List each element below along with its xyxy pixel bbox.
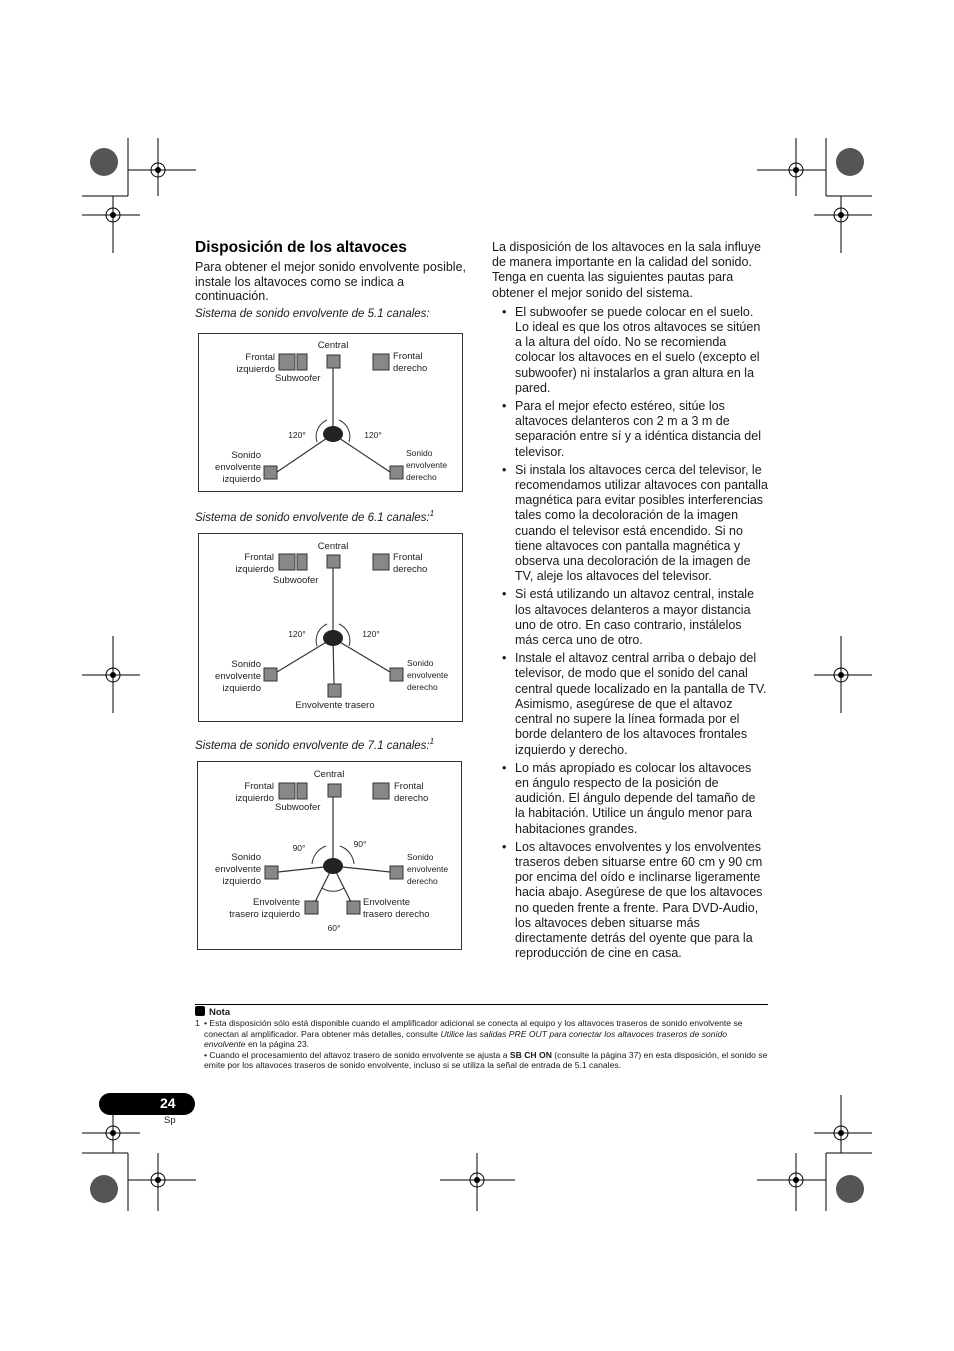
label-frontal-izq-2: izquierdo bbox=[236, 364, 275, 375]
list-item: • Los altavoces envolventes y los envolventes traseros deben situarse entre 60 cm y 90 cm por encima del oído e inclinarse ligeramente hacia abajo. Asegúrese de que los altavoces no queden frente a frente. Para DVD-Audio, los altavoces deben situarse más directamente detrás del oyente que para la reproducción de cine en casa. bbox=[502, 839, 763, 961]
page-number-tab bbox=[99, 1093, 195, 1115]
list-item: • Si está utilizando un altavoz central, instale los altavoces delanteros a mayor distancia uno de otro. En caso contrario, instálelos más cerca uno de otro. bbox=[502, 587, 755, 648]
diagram-7-1 bbox=[197, 761, 462, 950]
label-surround-left-2: envolvente bbox=[215, 864, 261, 875]
label-subwoofer: Subwoofer bbox=[275, 802, 321, 813]
list-item: • Si instala los altavoces cerca del televisor, le recomendamos utilizar altavoces con pantalla magnética para evitar posibles interferencias tales como la decoloración de la imagen cuando el televisor está encendido. Si no tiene altavoces con pantalla magnética y observa una decoloración de la imagen de TV, aleje los altavoces del televisor. bbox=[502, 462, 768, 584]
label-surround-left: Sonido bbox=[231, 450, 261, 461]
label-frontal-der-2: derecho bbox=[393, 564, 428, 575]
label-frontal-izq-2: izquierdo bbox=[235, 564, 274, 575]
label-angle-right: 120° bbox=[362, 629, 380, 639]
label-frontal-izq: Frontal bbox=[244, 552, 274, 563]
guideline-list bbox=[492, 305, 768, 962]
label-surround-left-2: envolvente bbox=[215, 462, 261, 473]
label-frontal-izq: Frontal bbox=[245, 352, 275, 363]
label-surround-right: Sonido bbox=[406, 448, 433, 458]
label-surround-left-2: envolvente bbox=[215, 671, 261, 682]
notes-divider bbox=[195, 1004, 768, 1005]
caption-7-1: Sistema de sonido envolvente de 7.1 canales:$^1$ bbox=[195, 737, 435, 752]
label-surround-left-3: izquierdo bbox=[222, 683, 261, 694]
label-subwoofer: Subwoofer bbox=[273, 575, 319, 586]
label-frontal-izq-2: izquierdo bbox=[235, 793, 274, 804]
label-frontal-der-2: derecho bbox=[393, 363, 428, 374]
label-back-left: Envolvente bbox=[252, 897, 300, 908]
label-angle-left: 120° bbox=[288, 430, 306, 440]
page-number: 24 bbox=[160, 1095, 176, 1111]
label-surround-left-3: izquierdo bbox=[222, 876, 261, 887]
list-item: • El subwoofer se puede colocar en el suelo. Lo ideal es que los otros altavoces se sitúen a la altura del oído. No se recomienda colocar los altavoces en el suelo (excepto el subwoofer) ni instalarlos a gran altura en la pared. bbox=[502, 304, 761, 395]
note-1-link: Utilice las salidas PRE OUT para conectar los altavoces traseros de sonido envolvente bbox=[204, 1028, 728, 1050]
label-back-right-2: trasero derecho bbox=[363, 909, 430, 920]
label-surround-right-3: derecho bbox=[407, 682, 438, 692]
label-frontal-der: Frontal bbox=[393, 552, 423, 563]
note-2-setting: SB CH ON bbox=[509, 1049, 552, 1060]
note-1-text-end: en la página 23. bbox=[245, 1039, 310, 1050]
label-angle-back: 60° bbox=[327, 923, 341, 933]
page-language: Sp bbox=[164, 1115, 176, 1126]
label-central: Central bbox=[317, 541, 349, 552]
section-title: Disposición de los altavoces bbox=[195, 239, 407, 256]
label-frontal-der-2: derecho bbox=[394, 793, 429, 804]
note-icon bbox=[195, 1006, 205, 1016]
label-frontal-izq: Frontal bbox=[244, 781, 274, 792]
diagram-5-1 bbox=[198, 333, 463, 492]
notes-header: Nota bbox=[209, 1007, 231, 1018]
label-frontal-der: Frontal bbox=[393, 351, 423, 362]
label-frontal-der: Frontal bbox=[394, 781, 424, 792]
label-angle-right: 90° bbox=[353, 839, 367, 849]
label-surround-left-3: izquierdo bbox=[222, 474, 261, 485]
label-surround-left: Sonido bbox=[231, 659, 261, 670]
footnote-number: 1 bbox=[195, 1018, 200, 1029]
caption-5-1: Sistema de sonido envolvente de 5.1 canales: bbox=[195, 308, 430, 320]
list-item: • Instale el altavoz central arriba o debajo del televisor, de modo que el sonido del canal central quede localizado en la pantalla de TV. Asimismo, asegúrese de que el altavoz central no supere la línea formada por el borde delantero de los altavoces frontales izquierdo y derecho. bbox=[502, 651, 767, 757]
label-surround-right-2: envolvente bbox=[407, 864, 449, 874]
label-subwoofer: Subwoofer bbox=[275, 373, 321, 384]
notes-section bbox=[195, 1006, 768, 1070]
label-back-right: Envolvente bbox=[363, 897, 411, 908]
label-surround-right: Sonido bbox=[407, 658, 434, 668]
label-angle-right: 120° bbox=[364, 430, 382, 440]
label-surround-left: Sonido bbox=[231, 852, 261, 863]
note-1-text: • Esta disposición sólo está disponible cuando el amplificador adicional se conecta al equipo y los altavoces traseros de sonido envolvente se conectan al amplificador. Para obtener más detalles, consulte bbox=[204, 1018, 743, 1039]
label-surround-right-2: envolvente bbox=[406, 460, 448, 470]
note-2-text: • Cuando el procesamiento del altavoz trasero de sonido envolvente se ajusta a bbox=[204, 1049, 510, 1060]
right-column bbox=[492, 240, 768, 964]
label-surround-right-2: envolvente bbox=[407, 670, 449, 680]
note-2-text-end: (consulte la página 37) en esta disposición, el sonido se emite por los altavoces traseros de sonido envolvente, incluso si se utiliza la señal de entrada de 5.1 canales. bbox=[204, 1049, 768, 1071]
label-central: Central bbox=[313, 769, 345, 780]
label-back-left-2: trasero izquierdo bbox=[229, 909, 300, 920]
list-item: • Lo más apropiado es colocar los altavoces en ángulo respecto de la posición de audición. El ángulo depende del tamaño de la habitación. Utilice un ángulo menor para habitaciones grandes. bbox=[502, 760, 756, 836]
label-surround-right-3: derecho bbox=[406, 472, 437, 482]
lead-paragraph: La disposición de los altavoces en la sala influye de manera importante en la calidad del sonido. Tenga en cuenta las siguientes pautas para obtener el mejor sonido del sistema. bbox=[492, 240, 761, 300]
caption-6-1: Sistema de sonido envolvente de 6.1 canales:$^1$ bbox=[195, 509, 435, 524]
label-surround-back: Envolvente trasero bbox=[295, 700, 375, 711]
label-surround-right-3: derecho bbox=[407, 876, 438, 886]
label-surround-right: Sonido bbox=[407, 852, 434, 862]
diagram-6-1 bbox=[198, 533, 463, 722]
label-central: Central bbox=[317, 340, 349, 351]
label-angle-left: 90° bbox=[292, 843, 306, 853]
list-item: • Para el mejor efecto estéreo, sitúe los altavoces delanteros con 2 m a 3 m de separación entre sí y a idéntica distancia del televisor. bbox=[502, 399, 761, 459]
intro-text: Para obtener el mejor sonido envolvente posible, instale los altavoces como se indica a continuación. bbox=[195, 260, 467, 303]
label-angle-left: 120° bbox=[288, 629, 306, 639]
